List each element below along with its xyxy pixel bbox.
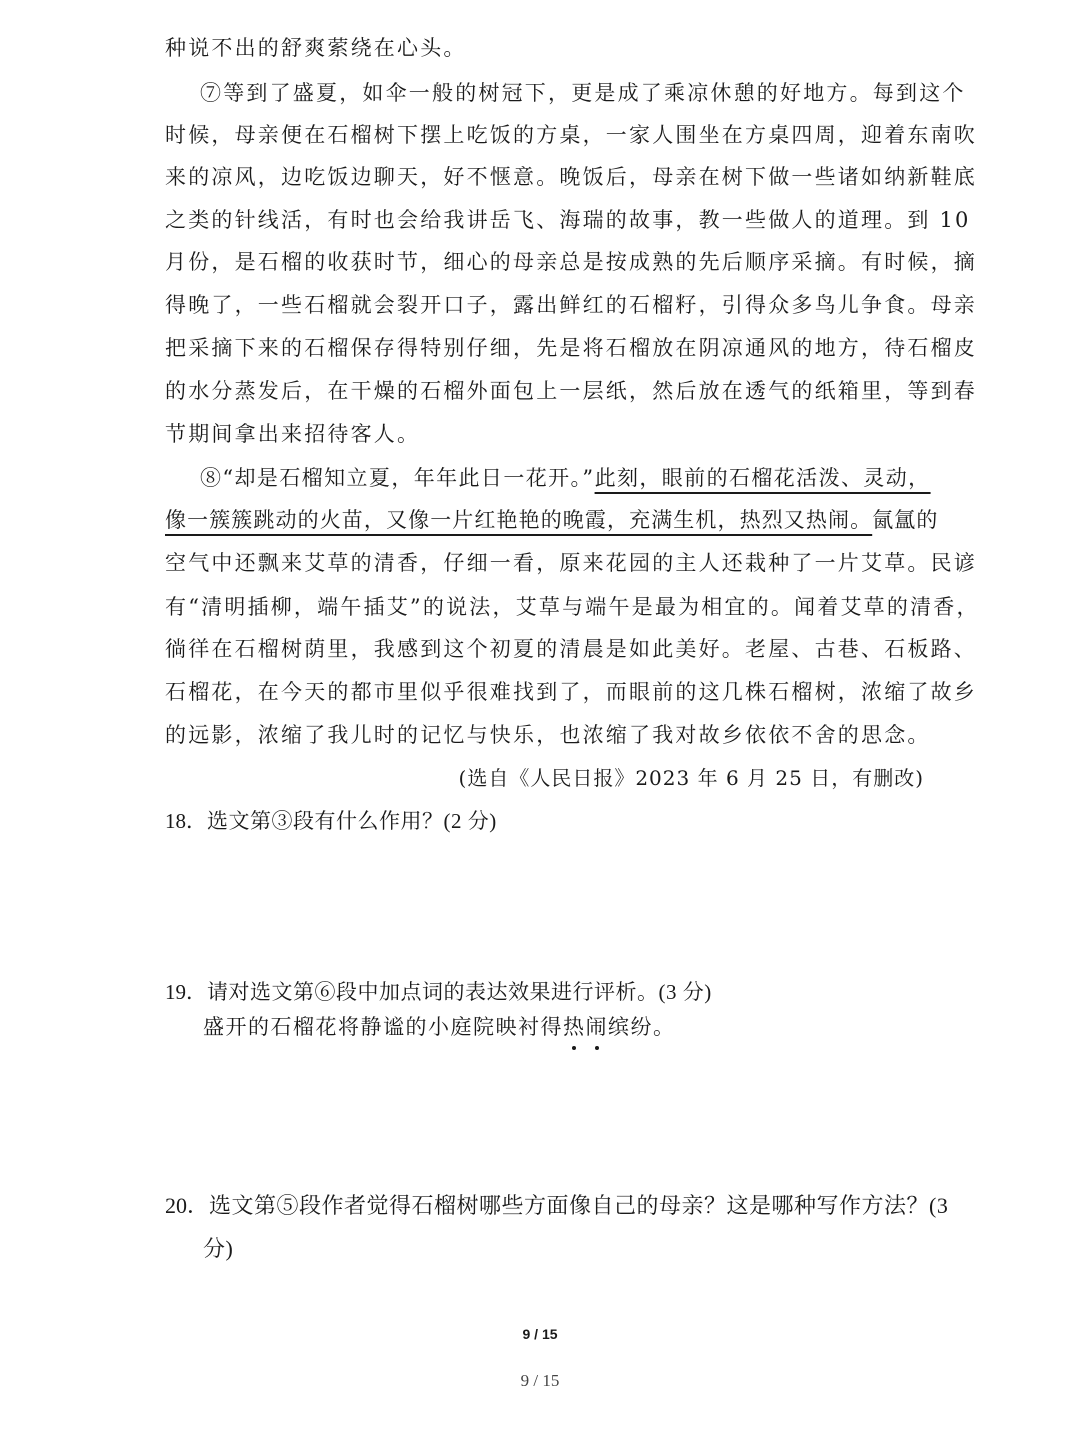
passage-line: 之类的针线活，有时也会给我讲岳飞、海瑞的故事，教一些做人的道理。到 10 [165,208,971,232]
passage-line: 空气中还飘来艾草的清香，仔细一看，原来花园的主人还栽种了一片艾草。民谚 [165,551,977,575]
question-20-continued: 分) [203,1236,234,1261]
passage-line: 的远影，浓缩了我儿时的记忆与快乐，也浓缩了我对故乡依依不舍的思念。 [165,723,931,747]
passage-line-p8-second [165,505,939,535]
p8-quote: ⑧“却是石榴知立夏，年年此日一花开。” [200,466,595,490]
question-text: 选文第⑤段作者觉得石榴树哪些方面像自己的母亲？这是哪种写作方法？(3 [209,1193,949,1218]
passage-line: 得晚了，一些石榴就会裂开口子，露出鲜红的石榴籽，引得众多鸟儿争食。母亲 [165,293,977,317]
passage-line-p8-first [200,463,931,493]
question-19 [165,977,712,1007]
passage-line: 把采摘下来的石榴保存得特别仔细，先是将石榴放在阴凉通风的地方，待石榴皮 [165,336,977,360]
question-number: 18． [165,809,207,833]
passage-line: 有“清明插柳，端午插艾”的说法，艾草与端午是最为相宜的。闻着艾草的清香， [165,595,980,619]
passage-line: 节期间拿出来招待客人。 [165,422,421,446]
page-number: 9 / 15 [520,1371,560,1390]
sentence-text: 盛开的石榴花将静谧的小庭院映衬得 [203,1015,563,1039]
passage-line: 来的凉风，边吃饭边聊天，好不惬意。晚饭后，母亲在树下做一些诸如纳新鞋底 [165,165,977,189]
passage-line: 徜徉在石榴树荫里，我感到这个初夏的清晨是如此美好。老屋、古巷、石板路、 [165,637,977,661]
question-18 [165,806,497,836]
dotted-char: 闹 [586,1012,609,1042]
passage-line: 时候，母亲便在石榴树下摆上吃饭的方桌，一家人围坐在方桌四周，迎着东南吹 [165,123,977,147]
passage-line: 种说不出的舒爽萦绕在心头。 [165,36,467,60]
question-number: 19． [165,980,207,1004]
underlined-sentence: 像一簇簇跳动的火苗，又像一片红艳艳的晚霞，充满生机，热烈又热闹。 [165,508,873,532]
question-20 [165,1191,948,1221]
source-citation: (选自《人民日报》2023 年 6 月 25 日，有删改) [458,766,924,790]
passage-line: 石榴花，在今天的都市里似乎很难找到了，而眼前的这几株石榴树，浓缩了故乡 [165,680,977,704]
question-text: 请对选文第⑥段中加点词的表达效果进行评析。(3 分) [207,980,712,1004]
passage-line: 的水分蒸发后，在干燥的石榴外面包上一层纸，然后放在透气的纸箱里，等到春 [165,379,977,403]
question-19-sentence [203,1012,676,1042]
passage-line: 月份，是石榴的收获时节，细心的母亲总是按成熟的先后顺序采摘。有时候，摘 [165,250,977,274]
question-text: 选文第③段有什么作用？(2 分) [207,809,497,833]
underlined-sentence: 此刻，眼前的石榴花活泼、灵动， [594,466,931,490]
passage-text: 氤氲的 [872,508,939,532]
sentence-text: 缤纷。 [608,1015,676,1039]
dotted-char: 热 [563,1012,586,1042]
question-number: 20． [165,1193,210,1218]
passage-line: ⑦等到了盛夏，如伞一般的树冠下，更是成了乘凉休憩的好地方。每到这个 [200,81,966,105]
page-number-bold: 9 / 15 [522,1326,558,1342]
